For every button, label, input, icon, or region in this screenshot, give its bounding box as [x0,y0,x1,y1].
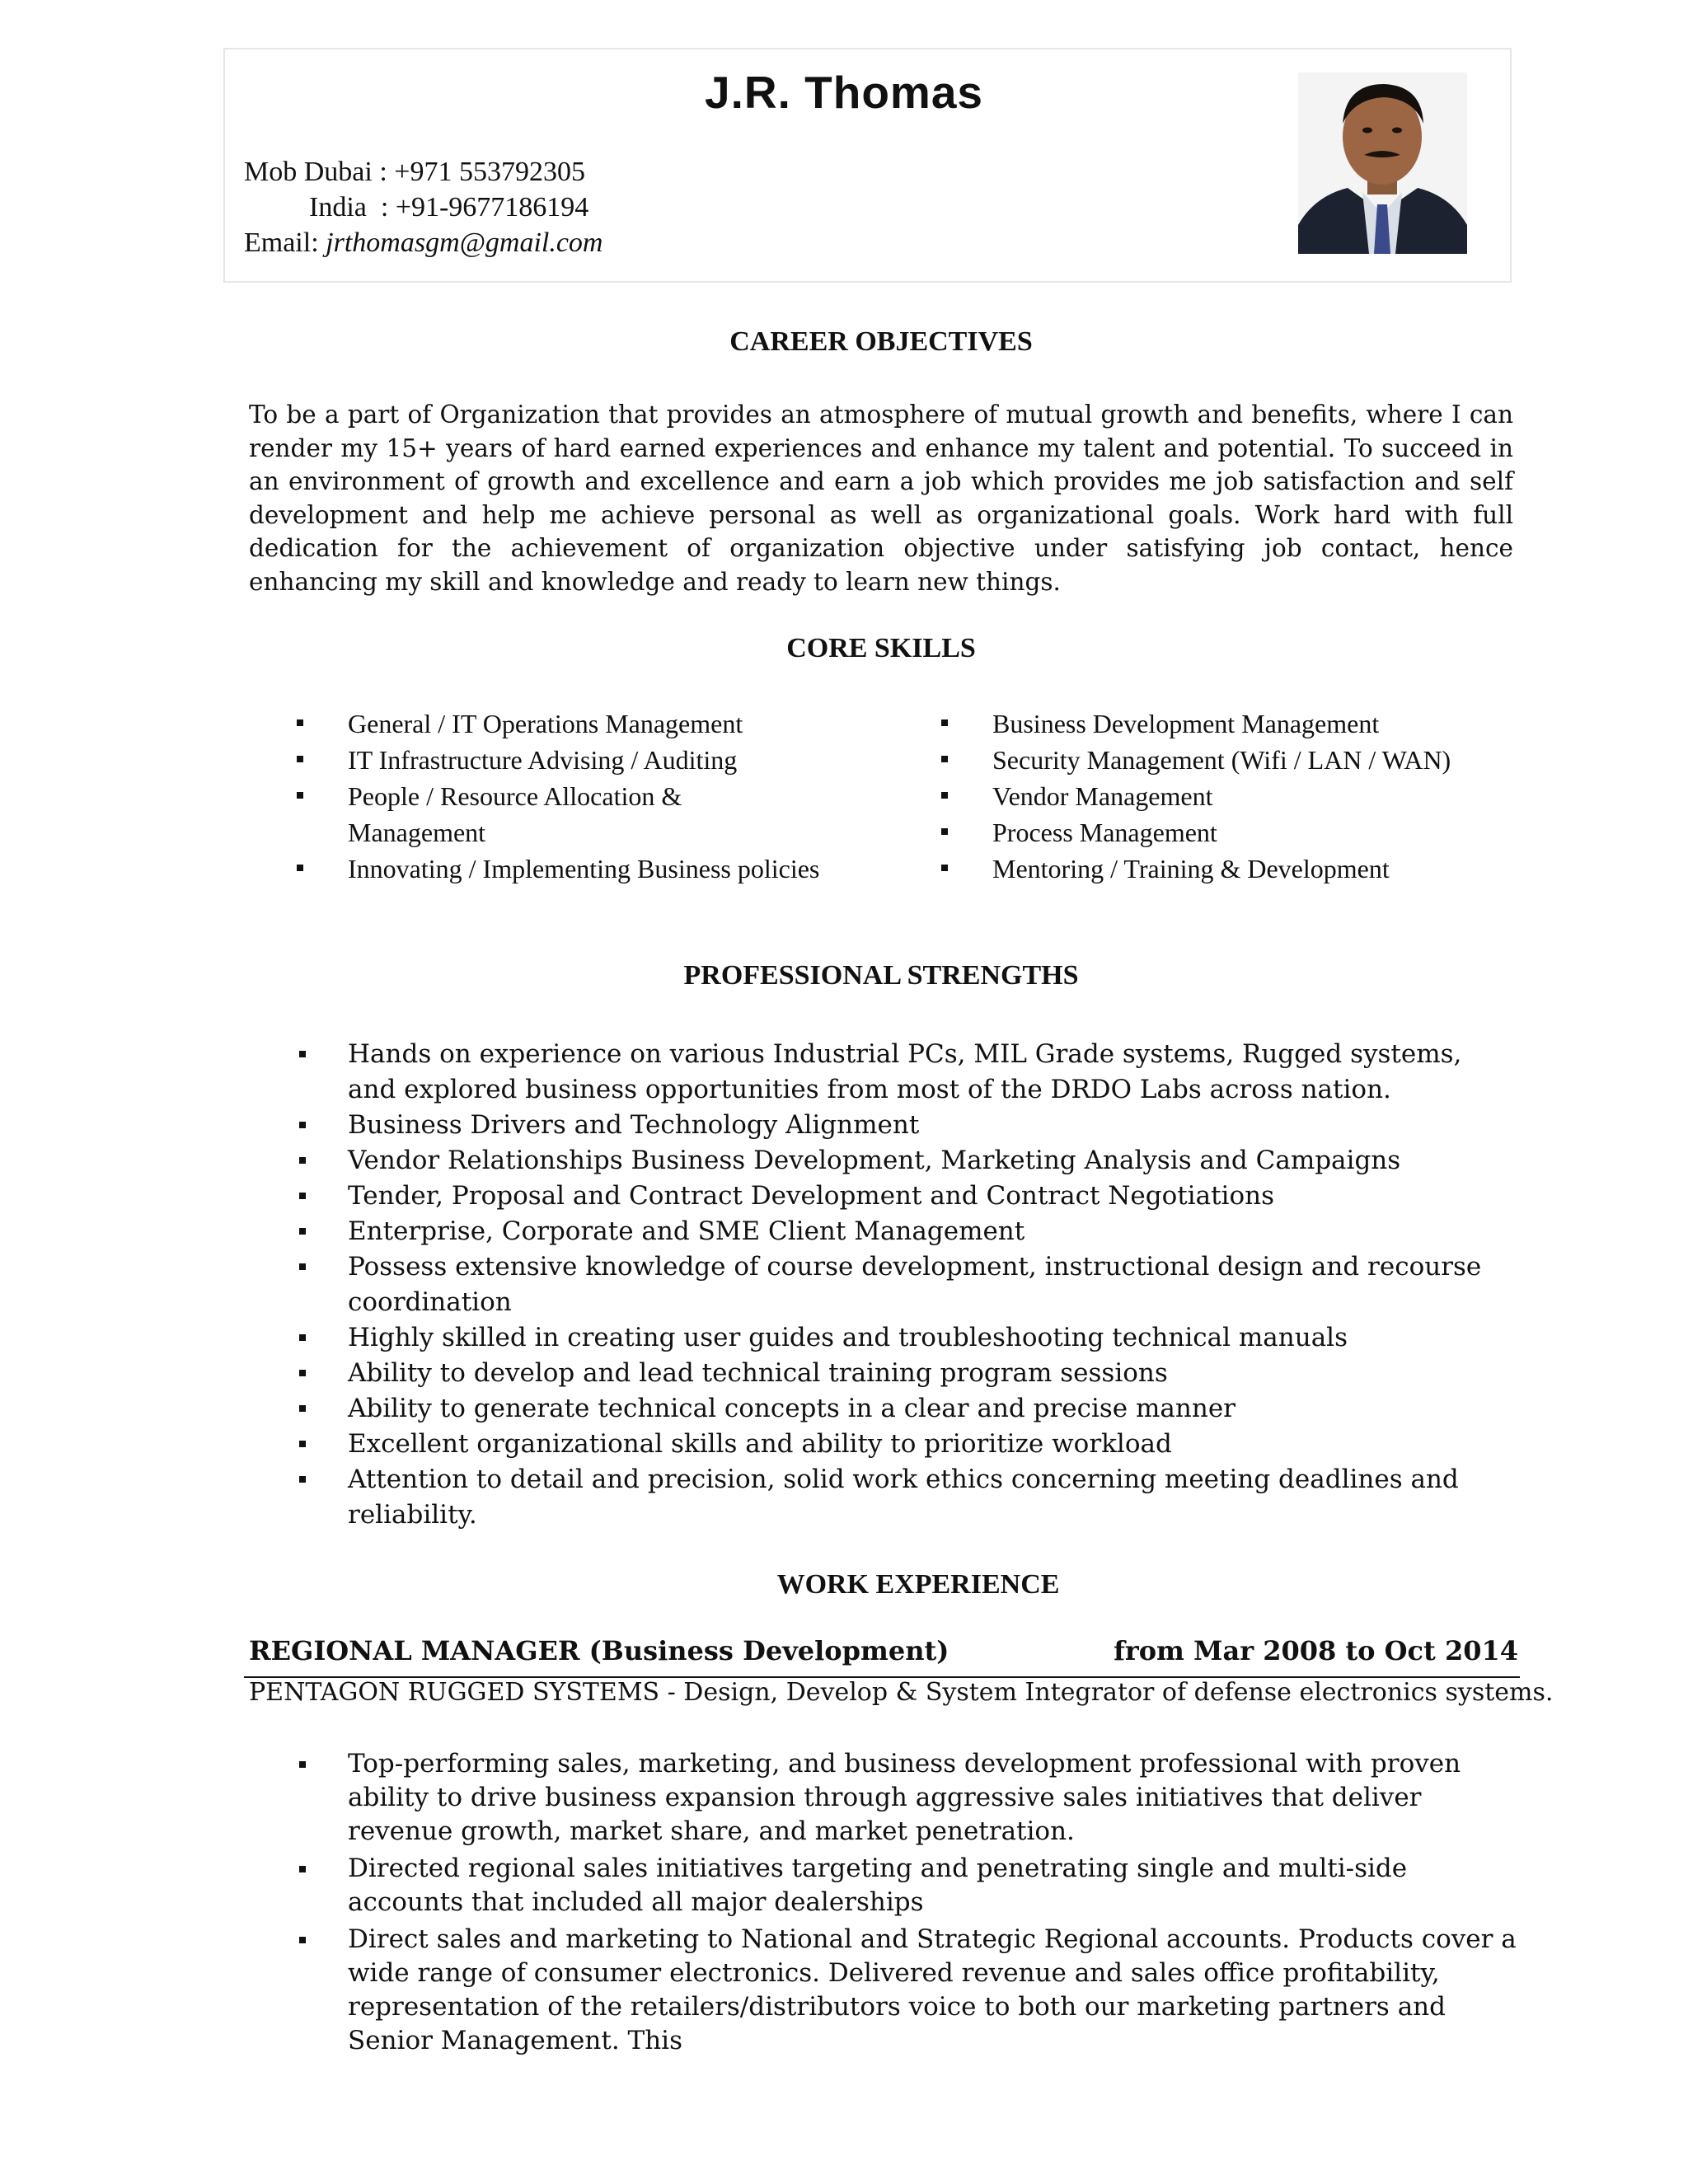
job-dates: from Mar 2008 to Oct 2014 [1114,1635,1518,1666]
core-skill-item: Business Development Management [941,705,1535,742]
duty-item: Direct sales and marketing to National and Strategic Regional accounts. Products cover a wide range of consumer electronics. Delivered revenue and sales office profitability, representation of the retailers/distributors voice to both our marketing partners and Senior Management. This [299,1923,1519,2058]
strength-item: Excellent organizational skills and ability to prioritize workload [299,1427,1494,1462]
duty-item: Top-performing sales, marketing, and business development professional with proven ability to drive business expansion through aggressive sales initiatives that deliver revenue growth, market share, and market penetration. [299,1747,1519,1849]
strength-item: Enterprise, Corporate and SME Client Management [299,1214,1494,1249]
india-label: India : [309,192,396,223]
core-skill-item: General / IT Operations Management [297,705,890,742]
core-skill-item: Innovating / Implementing Business policies [297,851,890,887]
india-value: +91-9677186194 [395,192,589,223]
duty-item: Directed regional sales initiatives targeting and penetrating single and multi-side accounts that included all major dealerships [299,1852,1519,1919]
core-skill-item: People / Resource Allocation & Management [297,778,702,851]
strength-item: Hands on experience on various Industrial PCs, MIL Grade systems, Rugged systems, and explored business opportunities from most of the DRDO Labs across nation. [299,1037,1494,1108]
profile-photo [1298,73,1467,254]
core-skill-item: Process Management [941,814,1535,851]
section-title-work-experience: WORK EXPERIENCE [776,1569,1060,1600]
strength-item: Vendor Relationships Business Development, Marketing Analysis and Campaigns [299,1143,1494,1179]
job-duties-list [299,1747,1519,2061]
contact-email [244,227,603,259]
mob-dubai-value: +971 553792305 [394,157,585,187]
core-skill-item: IT Infrastructure Advising / Auditing [297,742,890,778]
candidate-name: J.R. Thomas [704,67,984,118]
career-objective-text: To be a part of Organization that provides an atmosphere of mutual growth and benefits, where I can render my 15+ years of hard earned experiences and enhance my talent and potential. To succeed in an environment of growth and excellence and earn a job which provides me job satisfaction and self development and help me achieve personal as well as organizational goals. Work hard with full dedication for the achievement of organization objective under satisfying job contact, hence enhancing my skill and knowledge and ready to learn new things. [249,401,1513,596]
core-skills-left-column [297,705,890,887]
strength-item: Ability to develop and lead technical training program sessions [299,1356,1494,1391]
email-value: jrthomasgm@gmail.com [326,227,603,258]
core-skill-item: Security Management (Wifi / LAN / WAN) [941,742,1535,778]
professional-strengths-list [299,1037,1494,1533]
section-title-professional-strengths: PROFESSIONAL STRENGTHS [683,960,1079,991]
mob-dubai-label: Mob Dubai : [244,157,395,187]
strength-item: Tender, Proposal and Contract Development and Contract Negotiations [299,1179,1494,1214]
contact-india [309,192,588,223]
core-skill-item: Mentoring / Training & Development [941,851,1535,887]
contact-mob-dubai [244,157,585,188]
company-description: PENTAGON RUGGED SYSTEMS - Design, Develop & System Integrator of defense electronics systems. [249,1678,1554,1707]
section-title-career-objectives: CAREER OBJECTIVES [729,326,1033,357]
strength-item: Possess extensive knowledge of course development, instructional design and recourse coordination [299,1249,1494,1320]
strength-item: Attention to detail and precision, solid work ethics concerning meeting deadlines and reliability. [299,1462,1494,1533]
strength-item: Ability to generate technical concepts in a clear and precise manner [299,1391,1494,1427]
core-skills-right-column [941,705,1535,887]
job-title: REGIONAL MANAGER (Business Development) [249,1635,950,1666]
strength-item: Highly skilled in creating user guides and troubleshooting technical manuals [299,1320,1494,1356]
portrait-image [1298,73,1467,254]
strength-item: Business Drivers and Technology Alignment [299,1108,1494,1143]
section-title-core-skills: CORE SKILLS [786,633,976,663]
core-skill-item: Vendor Management [941,778,1535,814]
email-label: Email: [244,227,326,258]
